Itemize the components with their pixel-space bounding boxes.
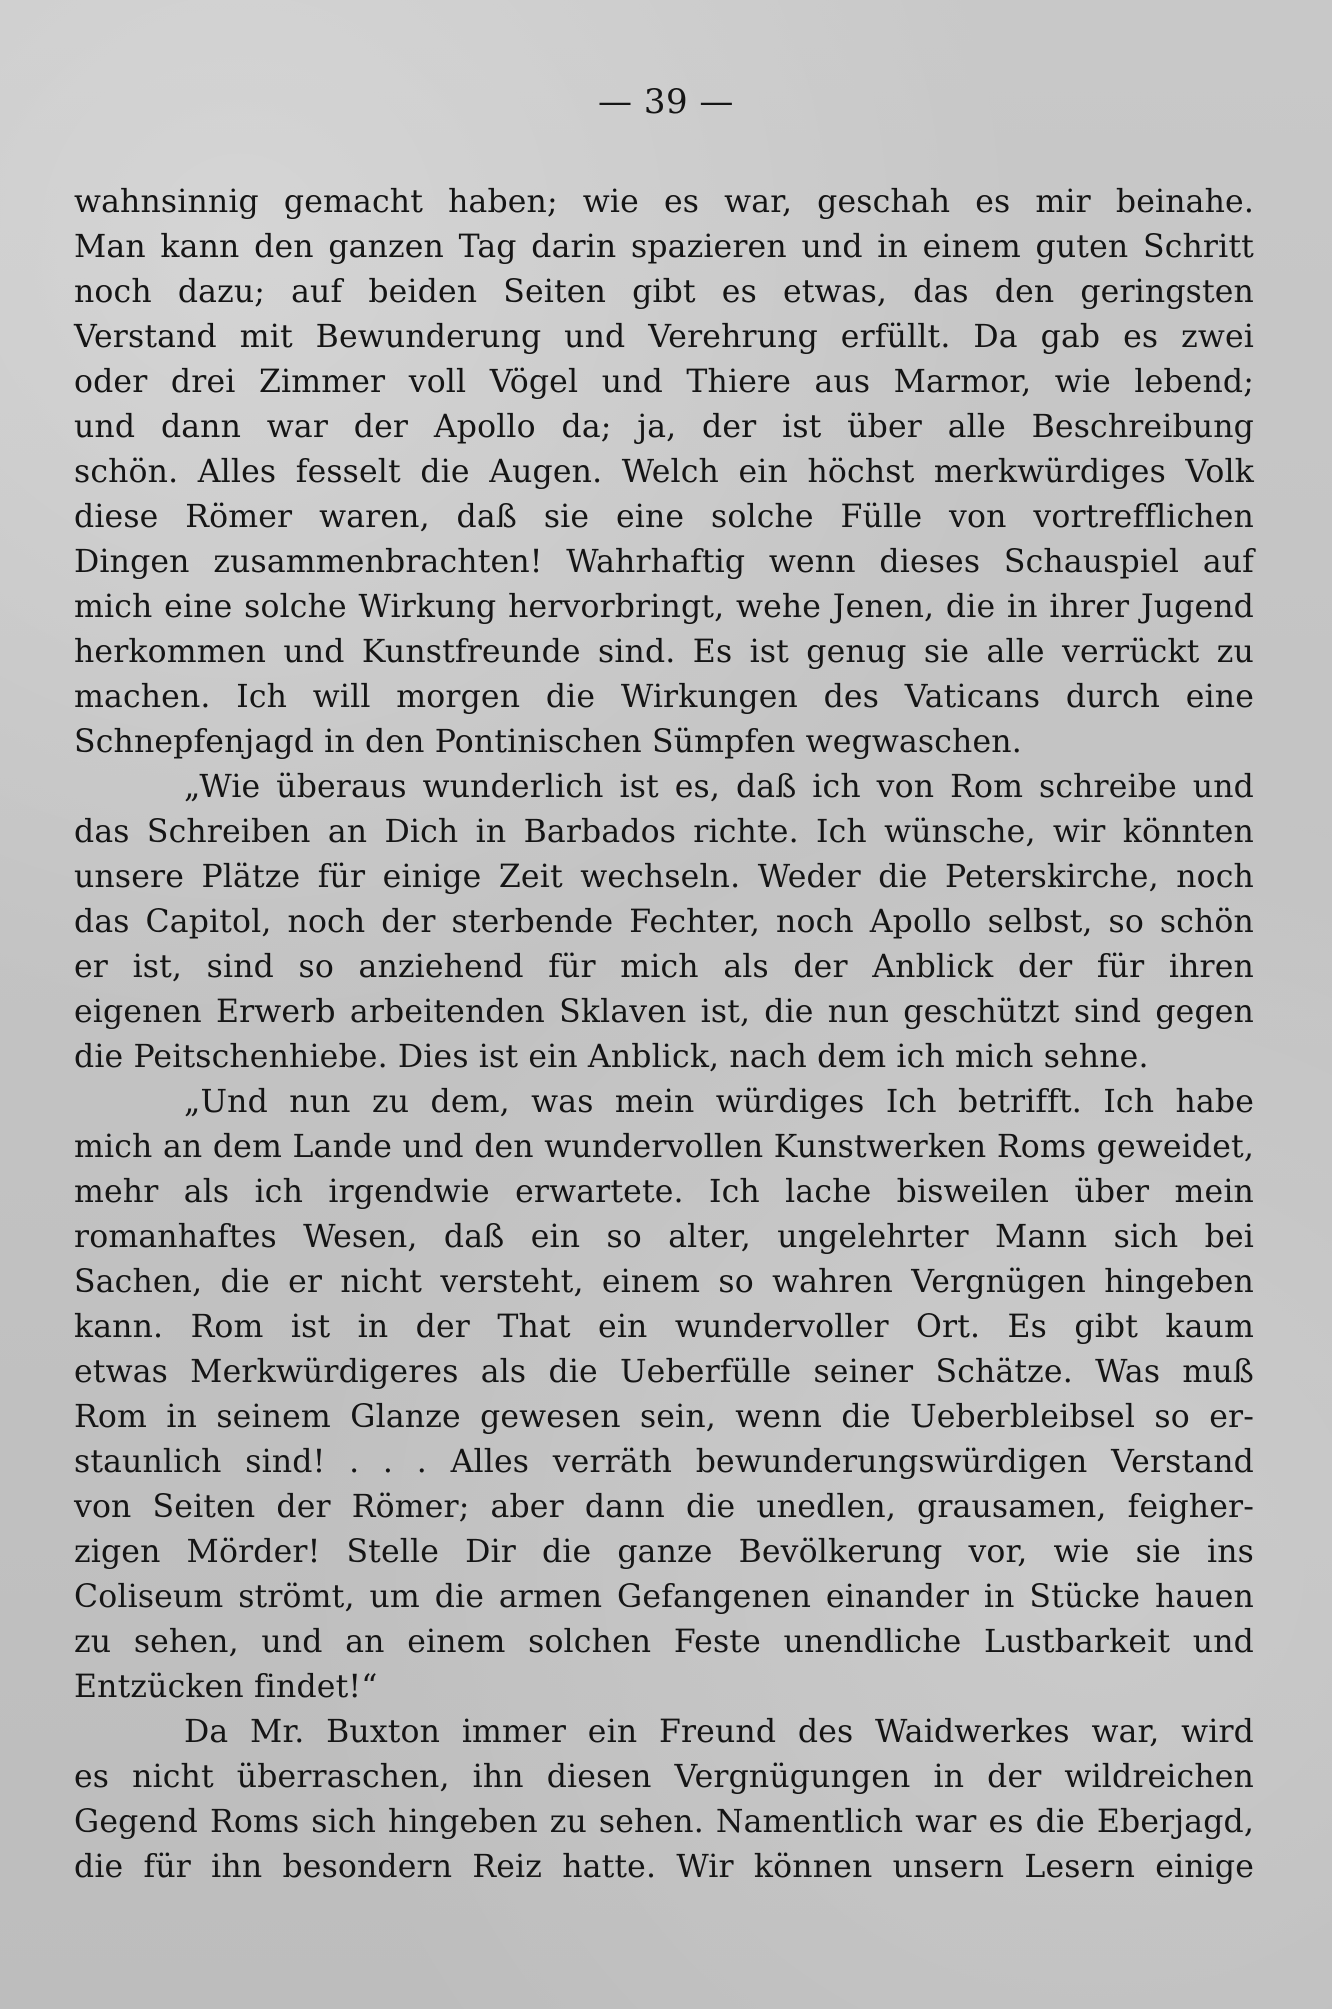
text-line-23: mehr als ich irgendwie erwartete. Ich lache bisweilen über mein (74, 1174, 1254, 1210)
text-line-13: Schnepfenjagd in den Pontinischen Sümpfen wegwaschen. (74, 724, 1022, 760)
text-line-7: schön. Alles fesselt die Augen. Welch ein höchst merkwürdiges Volk (74, 454, 1254, 490)
text-line-21: „Und nun zu dem, was mein würdiges Ich betrifft. Ich habe (184, 1084, 1254, 1120)
body-text (74, 180, 1254, 1890)
text-line-24: romanhaftes Wesen, daß ein so alter, ungelehrter Mann sich bei (74, 1219, 1254, 1255)
text-line-6: und dann war der Apollo da; ja, der ist über alle Beschreibung (74, 409, 1254, 445)
text-line-32: Coliseum strömt, um die armen Gefangenen einander in Stücke hauen (74, 1579, 1254, 1615)
text-line-14: „Wie überaus wunderlich ist es, daß ich von Rom schreibe und (184, 769, 1254, 805)
text-line-28: Rom in seinem Glanze gewesen sein, wenn die Ueberbleibsel so er- (74, 1399, 1254, 1435)
text-line-36: es nicht überraschen, ihn diesen Vergnügungen in der wildreichen (74, 1759, 1254, 1795)
text-line-4: Verstand mit Bewunderung und Verehrung erfüllt. Da gab es zwei (74, 319, 1254, 355)
text-line-35: Da Mr. Buxton immer ein Freund des Waidwerkes war, wird (184, 1714, 1254, 1750)
text-line-34: Entzücken findet!“ (74, 1669, 378, 1705)
text-line-29: staunlich sind! . . . Alles verräth bewunderungswürdigen Verstand (74, 1444, 1254, 1480)
text-line-30: von Seiten der Römer; aber dann die unedlen, grausamen, feigher- (74, 1489, 1254, 1525)
text-line-8: diese Römer waren, daß sie eine solche Fülle von vortrefflichen (74, 499, 1254, 535)
text-line-12: machen. Ich will morgen die Wirkungen des Vaticans durch eine (74, 679, 1254, 715)
text-line-20: die Peitschenhiebe. Dies ist ein Anblick, nach dem ich mich sehne. (74, 1039, 1149, 1075)
text-line-33: zu sehen, und an einem solchen Feste unendliche Lustbarkeit und (74, 1624, 1254, 1660)
text-line-25: Sachen, die er nicht versteht, einem so wahren Vergnügen hingeben (74, 1264, 1254, 1300)
text-line-38: die für ihn besondern Reiz hatte. Wir können unsern Lesern einige (74, 1849, 1254, 1885)
page-number: — 39 — (598, 82, 734, 122)
text-line-10: mich eine solche Wirkung hervorbringt, wehe Jenen, die in ihrer Jugend (74, 589, 1254, 625)
text-line-31: zigen Mörder! Stelle Dir die ganze Bevölkerung vor, wie sie ins (74, 1534, 1254, 1570)
text-line-5: oder drei Zimmer voll Vögel und Thiere aus Marmor, wie lebend; (74, 364, 1254, 400)
text-line-15: das Schreiben an Dich in Barbados richte. Ich wünsche, wir könnten (74, 814, 1254, 850)
text-line-2: Man kann den ganzen Tag darin spazieren und in einem guten Schritt (74, 229, 1254, 265)
text-line-11: herkommen und Kunstfreunde sind. Es ist genug sie alle verrückt zu (74, 634, 1254, 670)
text-line-27: etwas Merkwürdigeres als die Ueberfülle seiner Schätze. Was muß (74, 1354, 1254, 1390)
text-line-16: unsere Plätze für einige Zeit wechseln. Weder die Peterskirche, noch (74, 859, 1254, 895)
text-line-37: Gegend Roms sich hingeben zu sehen. Namentlich war es die Eberjagd, (74, 1804, 1254, 1840)
text-line-9: Dingen zusammenbrachten! Wahrhaftig wenn dieses Schauspiel auf (74, 544, 1254, 580)
text-line-18: er ist, sind so anziehend für mich als der Anblick der für ihren (74, 949, 1254, 985)
text-line-1: wahnsinnig gemacht haben; wie es war, geschah es mir beinahe. (74, 184, 1254, 220)
text-line-17: das Capitol, noch der sterbende Fechter, noch Apollo selbst, so schön (74, 904, 1254, 940)
text-line-22: mich an dem Lande und den wundervollen Kunstwerken Roms geweidet, (74, 1129, 1254, 1165)
text-line-3: noch dazu; auf beiden Seiten gibt es etwas, das den geringsten (74, 274, 1254, 310)
text-line-26: kann. Rom ist in der That ein wundervoller Ort. Es gibt kaum (74, 1309, 1254, 1345)
text-line-19: eigenen Erwerb arbeitenden Sklaven ist, die nun geschützt sind gegen (74, 994, 1254, 1030)
